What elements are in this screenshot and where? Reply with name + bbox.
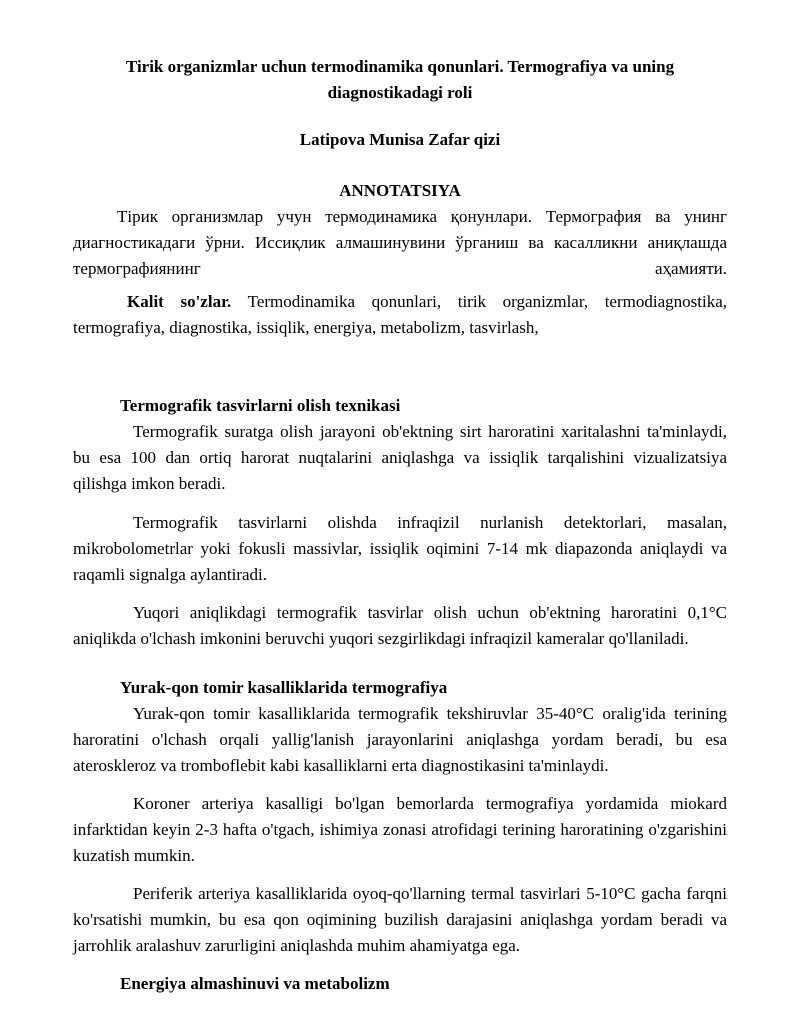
keywords-paragraph (73, 289, 727, 341)
author-name: Latipova Munisa Zafar qizi (299, 130, 501, 149)
body-paragraph: Yuqori aniqlikdagi termografik tasvirlar olish uchun ob'ektning haroratini 0,1°C aniqlikda o'lchash imkonini beruvchi yuqori sezgirlikdagi infraqizil kameralar qo'llaniladi. (73, 603, 727, 648)
body-paragraph: Periferik arteriya kasalliklarida oyoq-qo'llarning termal tasvirlari 5-10°C gacha farqni ko'rsatishi mumkin, bu esa qon oqimining buzilish darajasini aniqlashga yordam beradi va jarrohlik aralashuv zarurligini aniqlashda muhim ahamiyatga ega. (73, 884, 727, 955)
section-heading-energiya-almashinuvi: Energiya almashinuvi va metabolizm (120, 974, 390, 993)
keywords-label: Kalit so'zlar. (127, 292, 232, 311)
keywords-text: Termodinamika qonunlari, tirik organizmlar, termodiagnostika, termografiya, diagnostika, issiqlik, energiya, metabolizm, tasvirlash, (73, 292, 727, 337)
annotation-heading: ANNOTATSIYA (339, 181, 461, 200)
body-paragraph: Koroner arteriya kasalligi bo'lgan bemorlarda termografiya yordamida miokard infarktidan keyin 2-3 hafta o'tgach, ishimiya zonasi atrofidagi terining haroratining o'zgarishini kuzatish mumkin. (73, 794, 727, 865)
section-heading-termografik-tasvirlar: Termografik tasvirlarni olish texnikasi (120, 396, 401, 415)
body-paragraph: Termografik suratga olish jarayoni ob'ektning sirt haroratini xaritalashni ta'minlaydi, bu esa 100 dan ortiq harorat nuqtalarini aniqlashga va issiqlik tarqalishini vizualizatsiya qilishga imkon beradi. (73, 422, 727, 493)
body-paragraph: Termografik tasvirlarni olishda infraqizil nurlanish detektorlari, masalan, mikrobolometrlar yoki fokusli massivlar, issiqlik oqimini 7-14 mk diapazonda aniqlaydi va raqamli signalga aylantiradi. (73, 513, 727, 584)
document-title: Tirik organizmlar uchun termodinamika qonunlari. Termografiya va uning diagnostikadagi roli (125, 57, 675, 102)
section-heading-yurak-qon-tomir: Yurak-qon tomir kasalliklarida termografiya (120, 678, 448, 697)
body-paragraph: Yurak-qon tomir kasalliklarida termografik tekshiruvlar 35-40°C oralig'ida terining haroratini o'lchash orqali yallig'lanish jarayonlarini aniqlashga yordam beradi, bu esa ateroskleroz va tromboflebit kabi kasalliklarni erta diagnostikasini ta'minlaydi. (73, 704, 727, 775)
annotation-paragraph: Тірик организмлар учун термодинамика қонунлари. Термография ва унинг диагностикадаги ўрни. Иссиқлик алмашинувини ўрганиш ва касалликни аниқлашда термографиянинг аҳамияти. (73, 207, 727, 278)
